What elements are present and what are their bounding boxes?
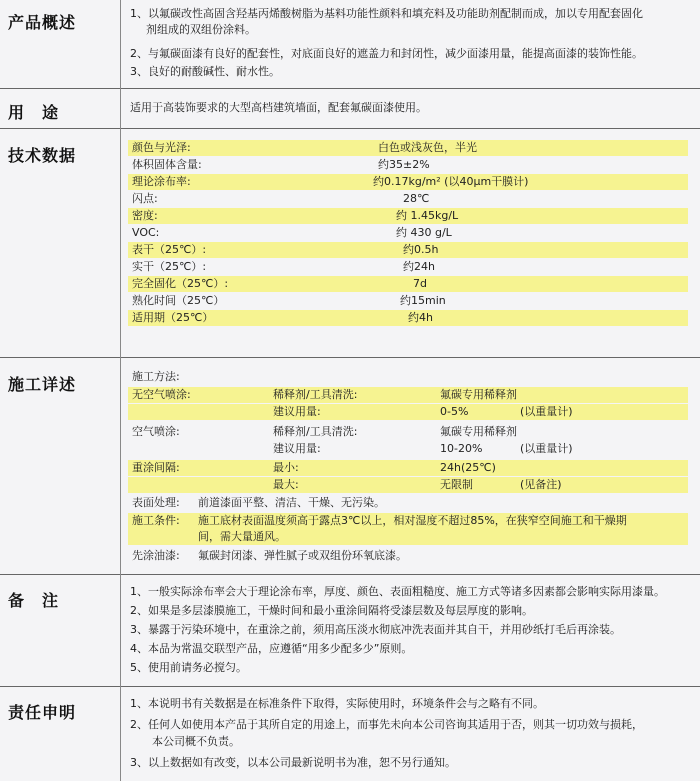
- disclaimer-line: 1、本说明书有关数据是在标准条件下取得，实际使用时，环境条件会与之略有不同。: [130, 697, 544, 710]
- tech-row: [128, 140, 688, 156]
- method-title: 施工方法:: [132, 370, 180, 383]
- divider: [0, 88, 700, 89]
- divider: [120, 686, 121, 781]
- overview-line: 3、良好的耐酸碱性、耐水性。: [130, 65, 280, 78]
- usage-text: 适用于高装饰要求的大型高档建筑墙面，配套氟碳面漆使用。: [130, 101, 427, 114]
- divider: [0, 357, 700, 358]
- tech-row: [128, 208, 688, 224]
- tech-key: 完全固化（25℃）:: [132, 277, 229, 290]
- divider: [0, 574, 700, 575]
- tech-key: 理论涂布率:: [132, 175, 191, 188]
- note-line: 4、本品为常温交联型产品，应遵循“用多少配多少”原则。: [130, 642, 413, 655]
- tech-value: 约4h: [408, 311, 433, 324]
- app-row: [128, 460, 688, 476]
- note-line: 3、暴露于污染环境中，在重涂之前，须用高压淡水彻底冲洗表面并其自干，并用砂纸打毛后再涂装。: [130, 623, 621, 636]
- app-row: [128, 495, 688, 511]
- tech-row: [128, 174, 688, 190]
- section-label-overview: 产品概述: [8, 13, 77, 32]
- tech-key: 适用期（25℃）: [132, 311, 214, 324]
- tech-row: [128, 310, 688, 326]
- app-sub-key: 最小:: [273, 461, 299, 474]
- tech-row: [128, 157, 688, 173]
- app-key: 空气喷涂:: [132, 425, 180, 438]
- app-value: 前道漆面平整、清洁、干燥、无污染。: [198, 496, 385, 509]
- section-label-disclaimer: 责任申明: [8, 703, 77, 722]
- section-label-application: 施工详述: [8, 375, 77, 394]
- app-value: 施工底材表面温度须高于露点3℃以上，相对湿度不超过85%，在狭窄空间施工和干燥期: [198, 514, 627, 527]
- app-key: 重涂间隔:: [132, 461, 180, 474]
- tech-value: 约 1.45kg/L: [396, 209, 459, 222]
- disclaimer-line: 3、以上数据如有改变，以本公司最新说明书为准，恕不另行通知。: [130, 756, 456, 769]
- app-key: 无空气喷涂:: [132, 388, 191, 401]
- app-row: [128, 548, 688, 564]
- tech-key: 实干（25℃）:: [132, 260, 207, 273]
- disclaimer-line: 2、任何人如使用本产品于其所自定的用途上，而事先未向本公司咨询其适用于否，则其一切功效与损耗，: [130, 718, 643, 731]
- tech-value: 28℃: [403, 192, 430, 205]
- app-key: 施工条件:: [132, 514, 180, 527]
- divider: [120, 357, 121, 574]
- app-sub-note: (以重量计): [520, 442, 573, 455]
- disclaimer-line: 本公司概不负责。: [130, 735, 240, 748]
- app-sub-key: 稀释剂/工具清洗:: [273, 388, 358, 401]
- app-sub-key: 建议用量:: [273, 405, 321, 418]
- app-sub-key: 最大:: [273, 478, 299, 491]
- section-label-notes: 备 注: [8, 591, 60, 610]
- app-sub-key: 建议用量:: [273, 442, 321, 455]
- divider: [120, 0, 121, 88]
- tech-key: 颜色与光泽:: [132, 141, 191, 154]
- tech-row: [128, 276, 688, 292]
- app-sub-value: 10-20%: [440, 442, 483, 455]
- overview-line: 2、与氟碳面漆有良好的配套性，对底面良好的遮盖力和封闭性，减少面漆用量，能提高面漆的装饰性能。: [130, 47, 643, 60]
- tech-value: 约24h: [403, 260, 435, 273]
- note-line: 5、使用前请务必搅匀。: [130, 661, 247, 674]
- app-key: 表面处理:: [132, 496, 180, 509]
- divider: [120, 128, 121, 357]
- tech-value: 白色或浅灰色，半光: [378, 141, 477, 154]
- app-row: [128, 404, 688, 420]
- app-row: [128, 477, 688, 493]
- tech-value: 约15min: [400, 294, 446, 307]
- tech-key: 体积固体含量:: [132, 158, 202, 171]
- tech-value: 约35±2%: [378, 158, 430, 171]
- divider: [120, 88, 121, 128]
- tech-value: 约 430 g/L: [396, 226, 452, 239]
- section-label-usage: 用 途: [8, 103, 60, 122]
- app-row: [128, 387, 688, 403]
- overview-line: 1、以氟碳改性高固含羟基丙烯酸树脂为基料功能性颜料和填充料及功能助剂配制而成，加以专用配套固化: [130, 7, 643, 20]
- tech-key: 密度:: [132, 209, 158, 222]
- tech-row: [128, 242, 688, 258]
- app-value: 间，需大量通风。: [198, 530, 286, 543]
- app-key: 先涂油漆:: [132, 549, 180, 562]
- app-row: [128, 513, 688, 545]
- section-label-tech: 技术数据: [8, 146, 77, 165]
- tech-key: 闪点:: [132, 192, 158, 205]
- app-sub-value: 氟碳专用稀释剂: [440, 388, 517, 401]
- tech-row: [128, 259, 688, 275]
- app-row: [128, 424, 688, 440]
- app-row: [128, 441, 688, 457]
- overview-line: 剂组成的双组份涂料。: [146, 23, 256, 36]
- app-sub-value: 无限制: [440, 478, 473, 491]
- divider: [120, 574, 121, 686]
- tech-row: [128, 293, 688, 309]
- tech-value: 约0.17kg/m² (以40μm干膜计): [373, 175, 529, 188]
- app-sub-note: (见备注): [520, 478, 562, 491]
- note-line: 1、一般实际涂布率会大于理论涂布率，厚度、颜色、表面粗糙度、施工方式等诸多因素都会影响实际用漆量。: [130, 585, 665, 598]
- app-sub-value: 氟碳专用稀释剂: [440, 425, 517, 438]
- tech-value: 7d: [413, 277, 427, 290]
- tech-key: 表干（25℃）:: [132, 243, 207, 256]
- app-value: 氟碳封闭漆、弹性腻子或双组份环氧底漆。: [198, 549, 407, 562]
- app-sub-note: (以重量计): [520, 405, 573, 418]
- tech-key: VOC:: [132, 226, 160, 239]
- tech-value: 约0.5h: [403, 243, 439, 256]
- note-line: 2、如果是多层漆膜施工，干燥时间和最小重涂间隔将受漆层数及每层厚度的影响。: [130, 604, 533, 617]
- app-sub-value: 24h(25℃): [440, 461, 496, 474]
- divider: [0, 128, 700, 129]
- tech-key: 熟化时间（25℃）: [132, 294, 225, 307]
- app-sub-value: 0-5%: [440, 405, 469, 418]
- app-sub-key: 稀释剂/工具清洗:: [273, 425, 358, 438]
- tech-row: [128, 225, 688, 241]
- divider: [0, 686, 700, 687]
- tech-row: [128, 191, 688, 207]
